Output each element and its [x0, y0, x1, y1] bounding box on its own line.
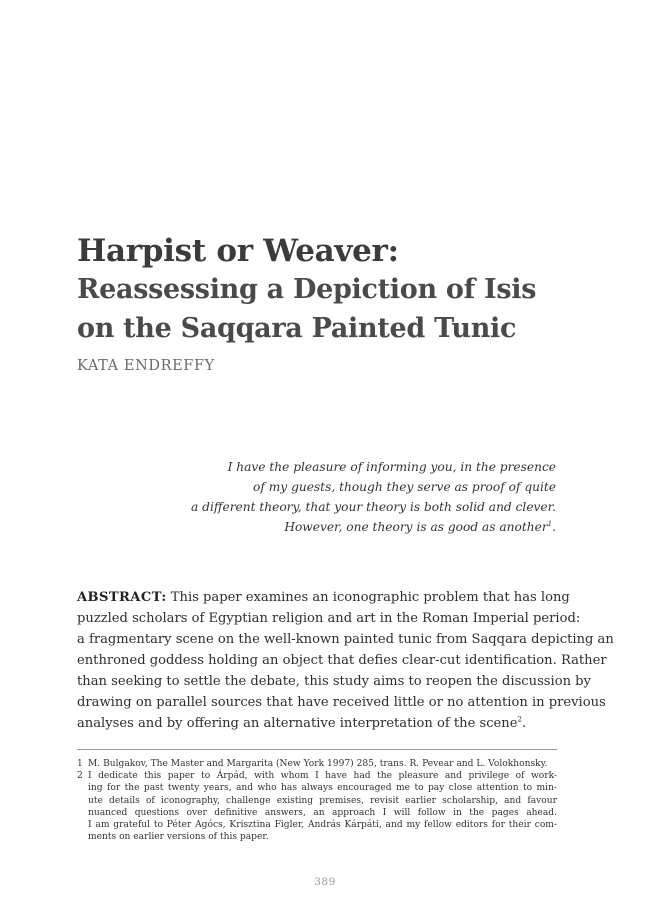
footnote-line: ments on earlier versions of this paper. — [88, 832, 269, 843]
author-name: KATA ENDREFFY — [77, 358, 215, 374]
footnote-line: I dedicate this paper to Árpád, with whom I have had the pleasure and privilege of work- — [88, 771, 557, 782]
epigraph-line: of my guests, though they serve as proof of quite — [253, 480, 556, 494]
footnote-ref-1[interactable]: 1 — [547, 519, 553, 528]
footnotes — [77, 758, 557, 843]
footnote-2 — [77, 770, 557, 843]
abstract-line: a fragmentary scene on the well-known painted tunic from Saqqara depicting an — [77, 632, 614, 647]
epigraph — [176, 457, 556, 537]
footnote-line: I am grateful to Péter Agócs, Krisztina Figler, András Kárpáti, and my fellow editors for their com- — [88, 820, 557, 831]
page-number: 389 — [314, 876, 336, 888]
epigraph-line: I have the pleasure of informing you, in the presence — [227, 460, 556, 474]
footnote-number: 1 — [77, 759, 83, 769]
subtitle-line: on the Saqqara Painted Tunic — [77, 313, 517, 344]
footnote-number: 2 — [77, 771, 83, 782]
abstract-label: ABSTRACT: — [77, 590, 167, 605]
abstract-line: puzzled scholars of Egyptian religion and art in the Roman Imperial period: — [77, 611, 581, 626]
footnote-line: ing for the past twenty years, and who has always encouraged me to pay close attention to min- — [88, 783, 557, 794]
abstract-line: enthroned goddess holding an object that defies clear-cut identification. Rather — [77, 653, 607, 668]
epigraph-line: However, one theory is as good as another$^1$. — [284, 519, 556, 534]
footnote-1 — [77, 758, 557, 770]
abstract-text: This paper examines an iconographic problem that has long — [170, 590, 570, 605]
subtitle-line: Reassessing a Depiction of Isis — [77, 274, 537, 305]
abstract-last-text: analyses and by offering an alternative interpretation of the scene — [77, 716, 518, 731]
abstract-line: analyses and by offering an alternative interpretation of the scene$^2$. — [77, 715, 527, 731]
article-subtitle — [77, 270, 577, 348]
article-title: Harpist or Weaver: — [77, 233, 399, 269]
abstract-line — [77, 587, 570, 608]
abstract-line: drawing on parallel sources that have received little or no attention in previous — [77, 695, 606, 710]
abstract — [77, 587, 614, 734]
title-block — [77, 232, 577, 348]
abstract-line: than seeking to settle the debate, this study aims to reopen the discussion by — [77, 674, 591, 689]
footnote-line: ute details of iconography, challenge existing premises, revisit earlier scholarship, and favour — [88, 795, 557, 806]
epigraph-line: a different theory, that your theory is both solid and clever. — [191, 500, 556, 514]
footnote-line: nuanced questions over definitive answers, an approach I will follow in the pages ahead. — [88, 807, 557, 818]
footnote-divider — [77, 749, 557, 750]
footnote-ref-2[interactable]: 2 — [517, 715, 522, 724]
footnote-line: M. Bulgakov, The Master and Margarita (New York 1997) 285, trans. R. Pevear and L. Volokhonsky. — [88, 759, 548, 769]
epigraph-last-text: However, one theory is as good as another — [284, 520, 548, 534]
